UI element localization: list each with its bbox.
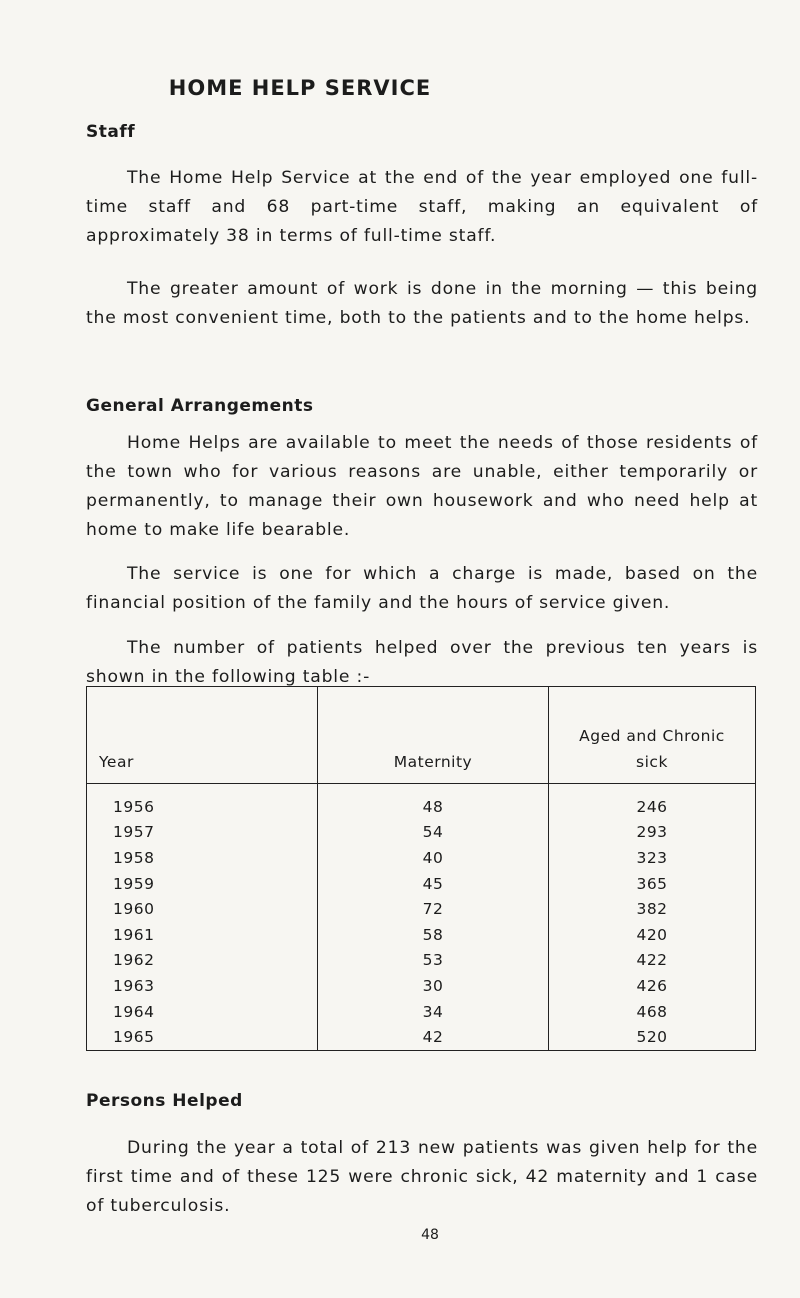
cell-maternity: 45 (318, 871, 549, 897)
cell-aged: 323 (549, 845, 756, 871)
table-row (87, 999, 756, 1025)
header-aged-chronic-sick (549, 687, 756, 784)
page-number: 48 (421, 1227, 439, 1243)
section-heading-general-arrangements: General Arrangements (86, 396, 314, 416)
table-row (87, 871, 756, 897)
cell-aged: 293 (549, 820, 756, 846)
cell-year: 1957 (87, 820, 318, 846)
table-row (87, 1024, 756, 1050)
cell-maternity: 42 (318, 1024, 549, 1050)
cell-year: 1956 (87, 784, 318, 820)
cell-maternity: 40 (318, 845, 549, 871)
table-row (87, 820, 756, 846)
paragraph-general-charge: The service is one for which a charge is made, based on the financial position of the family and the hours of service given. (86, 564, 758, 613)
cell-year: 1959 (87, 871, 318, 897)
header-aged-line2: sick (636, 753, 668, 771)
cell-year: 1958 (87, 845, 318, 871)
cell-year: 1965 (87, 1024, 318, 1050)
cell-year: 1961 (87, 922, 318, 948)
cell-year: 1964 (87, 999, 318, 1025)
cell-maternity: 54 (318, 820, 549, 846)
table-row (87, 922, 756, 948)
paragraph-general-availability: Home Helps are available to meet the needs of those residents of the town who for various reasons are unable, either temporarily or permanently, to manage their own housework and who need help at home to make life bearable. (86, 433, 758, 540)
cell-maternity: 58 (318, 922, 549, 948)
table-row (87, 973, 756, 999)
cell-maternity: 30 (318, 973, 549, 999)
cell-aged: 382 (549, 896, 756, 922)
cell-aged: 422 (549, 948, 756, 974)
cell-aged: 520 (549, 1024, 756, 1050)
paragraph-general-table-intro: The number of patients helped over the previous ten years is shown in the following table :- (86, 638, 758, 687)
cell-aged: 468 (549, 999, 756, 1025)
table-row (87, 896, 756, 922)
cell-aged: 426 (549, 973, 756, 999)
cell-year: 1962 (87, 948, 318, 974)
cell-aged: 365 (549, 871, 756, 897)
cell-maternity: 48 (318, 784, 549, 820)
cell-aged: 246 (549, 784, 756, 820)
cell-maternity: 34 (318, 999, 549, 1025)
header-year: Year (87, 687, 318, 784)
section-heading-staff: Staff (86, 122, 136, 142)
paragraph-staff-morning-work: The greater amount of work is done in the morning — this being the most convenient time, both to the patients and to the home helps. (86, 279, 758, 328)
paragraph-persons-helped: During the year a total of 213 new patients was given help for the first time and of these 125 were chronic sick, 42 maternity and 1 case of tuberculosis. (86, 1138, 758, 1216)
table-row (87, 845, 756, 871)
table-header-row (87, 687, 756, 784)
cell-aged: 420 (549, 922, 756, 948)
table-row (87, 948, 756, 974)
patients-helped-table (86, 686, 756, 1051)
section-heading-persons-helped: Persons Helped (86, 1091, 243, 1111)
cell-year: 1960 (87, 896, 318, 922)
cell-maternity: 53 (318, 948, 549, 974)
table-row (87, 784, 756, 820)
paragraph-staff-employment: The Home Help Service at the end of the year employed one full-time staff and 68 part-time staff, making an equivalent of approximately 38 in terms of full-time staff. (86, 168, 758, 246)
cell-year: 1963 (87, 973, 318, 999)
cell-maternity: 72 (318, 896, 549, 922)
header-maternity: Maternity (318, 687, 549, 784)
page-title: HOME HELP SERVICE (168, 76, 432, 100)
header-aged-line1: Aged and Chronic (579, 727, 725, 745)
